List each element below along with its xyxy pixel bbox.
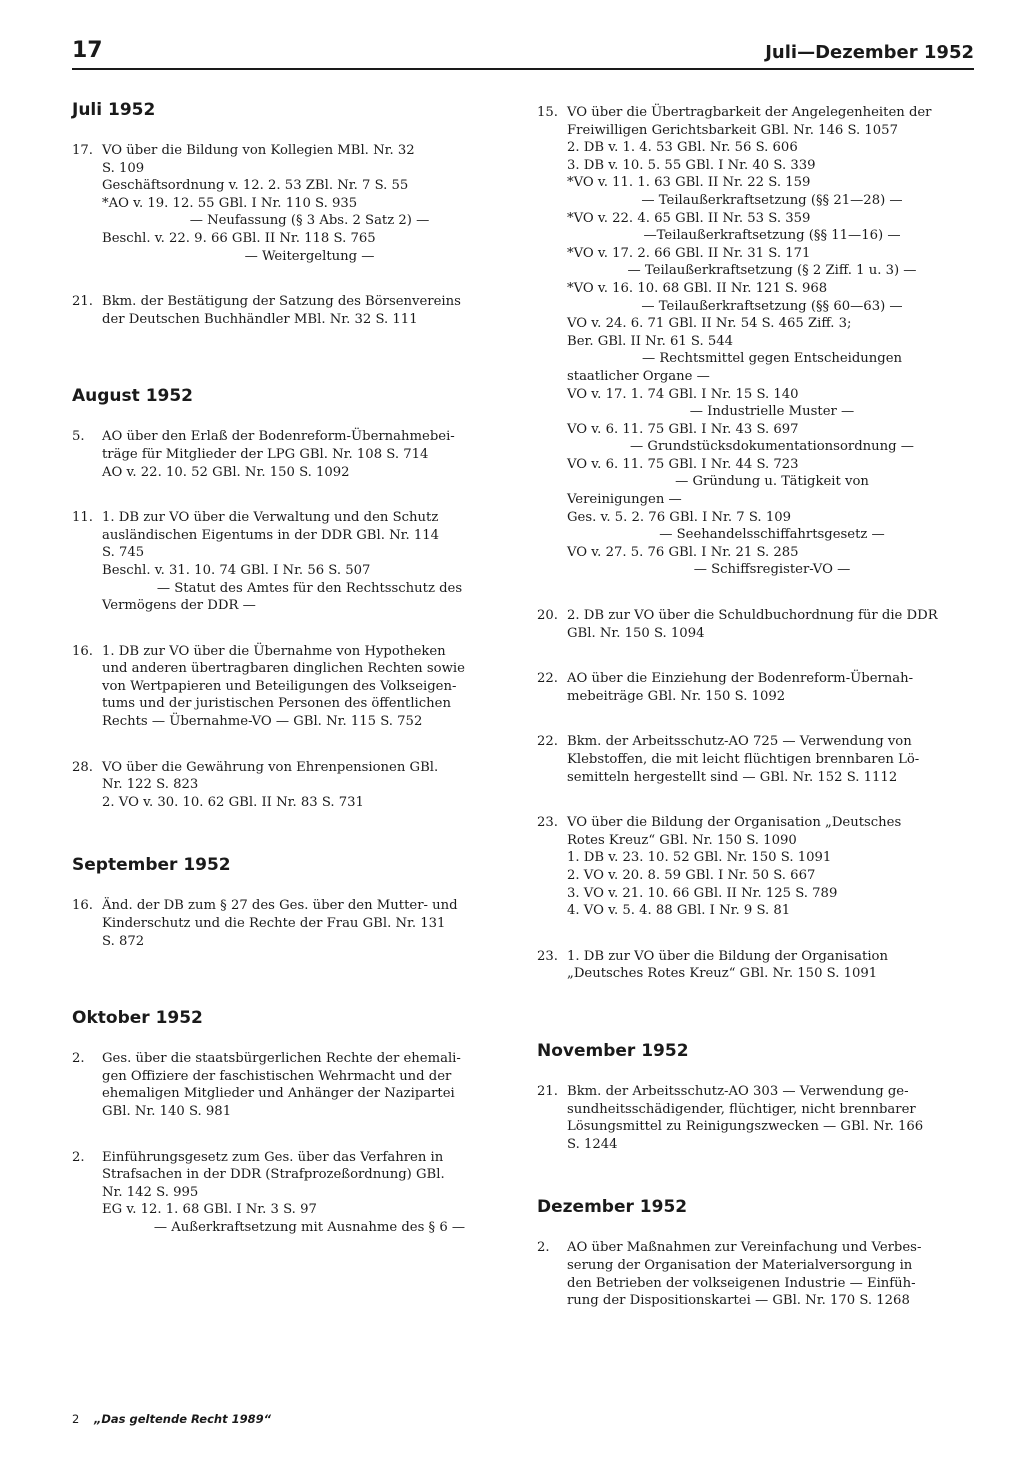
entry-line: träge für Mitglieder der LPG GBl. Nr. 108 S. 714 [102,446,429,462]
entry-line: VO v. 17. 1. 74 GBl. I Nr. 15 S. 140 [567,386,799,402]
entry-date: 28. [72,759,93,775]
entry-text [102,1149,517,1237]
entry-line: 2. DB v. 1. 4. 53 GBl. Nr. 56 S. 606 [567,140,798,156]
entry-line: 1. DB zur VO über die Bildung der Organisation [567,948,888,964]
entry-line: den Betrieben der volkseigenen Industrie — Einfüh- [567,1275,916,1291]
month-heading: Juli 1952 [72,100,156,120]
entry-line: 1. DB zur VO über die Verwaltung und den Schutz [102,510,439,526]
entry-line: *VO v. 22. 4. 65 GBl. II Nr. 53 S. 359 [567,210,811,226]
register-entry [72,1050,517,1120]
entry-line: der Deutschen Buchhändler MBl. Nr. 32 S. 111 [102,311,418,327]
entry-text [567,607,977,642]
entry-text [567,104,977,579]
register-entry [537,104,977,579]
entry-line: 2. VO v. 30. 10. 62 GBl. II Nr. 83 S. 731 [102,794,364,810]
page-footer [72,1412,271,1426]
entry-line: VO v. 6. 11. 75 GBl. I Nr. 44 S. 723 [567,456,799,472]
register-entry [72,1149,517,1237]
entry-line: Beschl. v. 31. 10. 74 GBl. I Nr. 56 S. 507 [102,562,371,578]
entry-text [102,897,517,950]
entry-text [567,1239,977,1309]
entry-line: Änd. der DB zum § 27 des Ges. über den Mutter- und [102,898,458,914]
entry-line: Bkm. der Arbeitsschutz-AO 725 — Verwendung von [567,734,912,750]
entry-line: 2. DB zur VO über die Schuldbuchordnung für die DDR [567,608,938,624]
entry-line: Rechts — Übernahme-VO — GBl. Nr. 115 S. 752 [102,714,423,730]
entry-line: Einführungsgesetz zum Ges. über das Verfahren in [102,1149,444,1165]
month-heading: August 1952 [72,386,194,407]
entry-date: 11. [72,510,93,526]
entry-text [567,814,977,920]
entry-line: rung der Dispositionskartei — GBl. Nr. 170 S. 1268 [567,1293,910,1309]
entry-line: und anderen übertragbaren dinglichen Rechten sowie [102,661,465,677]
entry-text [102,759,517,812]
right-column [537,104,977,1338]
entry-line: Rotes Kreuz“ GBl. Nr. 150 S. 1090 [567,832,797,848]
register-entry [537,733,977,786]
entry-line: — Gründung u. Tätigkeit von [675,474,869,490]
entry-line: GBl. Nr. 150 S. 1094 [567,625,705,641]
entry-line: VO über die Gewährung von Ehrenpensionen GBl. [102,759,439,775]
register-entry [537,948,977,983]
entry-line: 2. VO v. 20. 8. 59 GBl. I Nr. 50 S. 667 [567,867,816,883]
month-heading: September 1952 [72,855,231,876]
entry-line: 1. DB v. 23. 10. 52 GBl. Nr. 150 S. 1091 [567,850,832,866]
entry-text [567,1083,977,1153]
register-entry [72,428,517,481]
entry-line: VO v. 24. 6. 71 GBl. II Nr. 54 S. 465 Ziff. 3; [567,316,852,332]
entry-line: Ges. v. 5. 2. 76 GBl. I Nr. 7 S. 109 [567,509,791,525]
month-section [537,104,977,983]
entry-line: *VO v. 17. 2. 66 GBl. II Nr. 31 S. 171 [567,245,811,261]
register-entry [537,670,977,705]
entry-line: Vereinigungen — [567,492,682,508]
entry-date: 16. [72,643,93,659]
register-entry [72,509,517,615]
entry-line: VO v. 27. 5. 76 GBl. I Nr. 21 S. 285 [567,544,799,560]
register-entry [537,814,977,920]
entry-line: Ges. über die staatsbürgerlichen Rechte der ehemali- [102,1051,461,1067]
entry-line: — Seehandelsschiffahrtsgesetz — [659,527,885,543]
entry-text [567,670,977,705]
entry-date: 16. [72,898,93,914]
entry-line: — Weitergeltung — [244,248,375,264]
entry-date: 2. [72,1051,85,1067]
entry-line: — Neufassung (§ 3 Abs. 2 Satz 2) — [189,213,430,229]
entry-line: — Teilaußerkraftsetzung (§ 2 Ziff. 1 u. 3) — [627,263,917,279]
entry-line: staatlicher Organe — [567,368,710,384]
entry-text [102,509,517,615]
entry-line: AO über Maßnahmen zur Vereinfachung und Verbes- [567,1240,922,1256]
entry-line: Vermögens der DDR — [102,598,256,614]
header-rule [72,68,974,70]
entry-line: mebeiträge GBl. Nr. 150 S. 1092 [567,688,786,704]
month-section [72,386,517,811]
entry-line: Nr. 122 S. 823 [102,777,199,793]
entry-date: 15. [537,105,558,120]
entry-text [102,643,517,731]
register-entry [537,1083,977,1153]
register-entry [537,607,977,642]
register-entry [72,643,517,731]
entry-line: — Teilaußerkraftsetzung (§§ 60—63) — [641,298,903,314]
entry-date: 21. [72,294,93,310]
entry-line: Strafsachen in der DDR (Strafprozeßordnung) GBl. [102,1167,445,1183]
entry-date: 5. [72,429,85,445]
entry-line: serung der Organisation der Materialversorgung in [567,1257,913,1273]
page-number: 17 [72,38,103,63]
entry-date: 23. [537,815,558,831]
entry-line: Bkm. der Arbeitsschutz-AO 303 — Verwendung ge- [567,1083,909,1099]
entry-line: *VO v. 16. 10. 68 GBl. II Nr. 121 S. 968 [567,280,828,296]
month-section [537,1041,977,1153]
entry-line: — Schiffsregister-VO — [693,562,851,578]
entry-line: Beschl. v. 22. 9. 66 GBl. II Nr. 118 S. 765 [102,230,376,246]
entry-date: 23. [537,948,558,964]
month-section [72,100,517,328]
entry-line: *VO v. 11. 1. 63 GBl. II Nr. 22 S. 159 [567,175,811,191]
entry-line: semitteln hergestellt sind — GBl. Nr. 152 S. 1112 [567,769,898,785]
month-heading: November 1952 [537,1040,689,1061]
entry-line: VO über die Bildung der Organisation „Deutsches [567,815,902,831]
register-entry [72,897,517,950]
entry-line: 3. VO v. 21. 10. 66 GBl. II Nr. 125 S. 789 [567,885,838,901]
entry-line: — Rechtsmittel gegen Entscheidungen [641,351,903,367]
entry-line: „Deutsches Rotes Kreuz“ GBl. Nr. 150 S. 1091 [567,966,878,982]
entry-line: 4. VO v. 5. 4. 88 GBl. I Nr. 9 S. 81 [567,903,791,919]
entry-text [567,733,977,786]
entry-line: Lösungsmittel zu Reinigungszwecken — GBl. Nr. 166 [567,1119,924,1135]
entry-line: —Teilaußerkraftsetzung (§§ 11—16) — [643,228,901,244]
entry-line: Kinderschutz und die Rechte der Frau GBl. Nr. 131 [102,916,446,932]
entry-date: 22. [537,734,558,750]
entry-line: S. 745 [102,545,145,561]
entry-line: EG v. 12. 1. 68 GBl. I Nr. 3 S. 97 [102,1202,317,1218]
entry-line: — Statut des Amtes für den Rechtsschutz des [156,580,463,596]
entry-text [567,948,977,983]
footer-signature: 2 [72,1412,80,1426]
entry-date: 17. [72,143,93,158]
register-entry [72,142,517,265]
entry-line: von Wertpapieren und Beteiligungen des Volkseigen- [102,678,457,694]
entry-line: Freiwilligen Gerichtsbarkeit GBl. Nr. 146 S. 1057 [567,122,898,138]
left-column [72,100,517,1265]
entry-line: 1. DB zur VO über die Übernahme von Hypotheken [102,643,446,659]
entry-line: — Grundstücksdokumentationsordnung — [630,439,914,455]
entry-line: — Teilaußerkraftsetzung (§§ 21—28) — [641,192,903,208]
register-entry [72,293,517,328]
month-section [537,1197,977,1309]
entry-date: 20. [537,608,558,624]
entry-line: AO über die Einziehung der Bodenreform-Übernah- [567,671,914,687]
running-title: Juli—Dezember 1952 [765,42,974,63]
entry-line: 3. DB v. 10. 5. 55 GBl. I Nr. 40 S. 339 [567,157,816,173]
entry-text [102,428,517,481]
entry-line: S. 109 [102,160,145,176]
entry-date: 2. [72,1149,85,1165]
entry-line: tums und der juristischen Personen des öffentlichen [102,696,451,712]
entry-line: S. 872 [102,933,145,949]
entry-line: ausländischen Eigentums in der DDR GBl. Nr. 114 [102,527,440,543]
entry-line: sundheitsschädigender, flüchtiger, nicht brennbarer [567,1101,916,1117]
entry-line: Bkm. der Bestätigung der Satzung des Börsenvereins [102,294,461,310]
entry-line: ehemaligen Mitglieder und Anhänger der Nazipartei [102,1086,455,1102]
entry-date: 21. [537,1083,558,1099]
entry-line: VO über die Übertragbarkeit der Angelegenheiten der [567,105,932,120]
entry-line: — Außerkraftsetzung mit Ausnahme des § 6 — [153,1219,466,1235]
entry-line: VO über die Bildung von Kollegien MBl. Nr. 32 [102,143,415,158]
entry-text [102,1050,517,1120]
entry-line: gen Offiziere der faschistischen Wehrmacht und der [102,1068,452,1084]
month-section [72,1008,517,1236]
entry-line: Klebstoffen, die mit leicht flüchtigen brennbaren Lö- [567,752,920,767]
entry-line: GBl. Nr. 140 S. 981 [102,1104,232,1119]
entry-date: 22. [537,671,558,687]
register-entry [537,1239,977,1309]
entry-line: VO v. 6. 11. 75 GBl. I Nr. 43 S. 697 [567,421,799,437]
entry-line: AO über den Erlaß der Bodenreform-Übernahmebei- [102,429,455,445]
entry-line: S. 1244 [567,1136,618,1152]
entry-line: Ber. GBl. II Nr. 61 S. 544 [567,333,734,349]
entry-line: AO v. 22. 10. 52 GBl. Nr. 150 S. 1092 [102,464,350,480]
entry-line: *AO v. 19. 12. 55 GBl. I Nr. 110 S. 935 [102,195,358,211]
entry-text [102,142,517,265]
entry-line: Nr. 142 S. 995 [102,1184,199,1200]
month-heading: Dezember 1952 [537,1197,688,1218]
entry-line: — Industrielle Muster — [689,404,855,420]
entry-line: Geschäftsordnung v. 12. 2. 53 ZBl. Nr. 7 S. 55 [102,178,409,194]
entry-text [102,293,517,328]
register-entry [72,759,517,812]
month-section [72,855,517,950]
footer-book-title: „Das geltende Recht 1989“ [93,1412,272,1426]
month-heading: Oktober 1952 [72,1008,203,1029]
entry-date: 2. [537,1240,550,1256]
